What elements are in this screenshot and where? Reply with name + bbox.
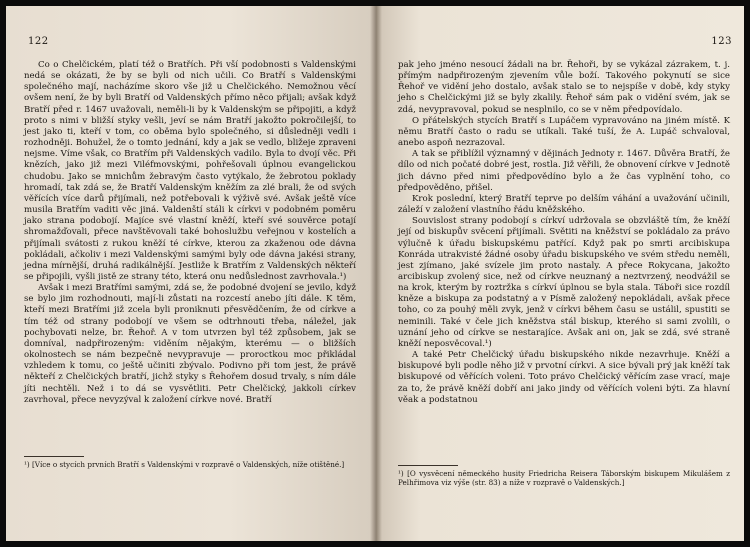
paragraph: O přátelských stycích Bratří s Lupáčem vypravováno na jiném místě. K němu Bratří často o radu se utíkali. Také tuší, že A. Lupáč schvaloval, anebo aspoň nezrazoval. <box>398 115 730 149</box>
page-number-left: 122 <box>28 36 49 47</box>
paragraph: Souvislost strany podobojí s církví udržovala se obzvláště tím, že kněží její od biskupův svěcení přijímali. Světiti na kněžství se pokládalo za právo výlučně k úřadu biskupskému patřící. Když pak po smrti arcibiskupa Konráda utrakvisté žádné osoby úřadu biskupského ve svém středu neměli, jest zjímano, jaké svízele jim proto nastaly. A přece Rokycana, jakožto arcibiskup zvolený sice, než od církve neuznaný a neztvrzený, neodvážil se na krok, kterým by roztržka s církví úplnou se byla stala. Táboři sice rozdíl kněze a biskupa za podstatný a v Písmě založený nepokládali, avšak přece toho, co za pouhý měli zvyk, jenž v církvi během času se ustálil, spustiti se neminili. Také v čele jich kněžstva stál biskup, kterého si sami zvolili, o uznání jeho od církve se nestarajíce. Avšak ani on, jak se zdá, své straně kněží neposvěcoval.¹) <box>398 216 730 349</box>
footnote-text: ¹) [O vysvěcení německého husity Friedricha Reisera Táborským biskupem Mikulášem z Pelhřimova viz výše (str. 83) a níže v rozpravě o Valdenských.] <box>398 469 730 488</box>
paragraph: Krok poslední, který Bratří teprve po delším váhání a uvažování učinili, záleží v založení vlastního řádu kněžského. <box>398 193 730 216</box>
left-page <box>6 6 376 541</box>
paragraph: A také Petr Chelčický úřadu biskupského nikde nezavrhuje. Kněží a biskupové byli podle něho již v prvotní církvi. A sice bývali prý jak kněží tak biskupové od věřících voleni. Toto právo Chelčický věřícím zase vrací, maje za to, že právě kněží dobří ani jako jindy od věřících voleni býti. Za hlavní věak a podstatnou <box>398 350 730 405</box>
footnote-right <box>398 469 730 488</box>
left-page-body <box>24 60 356 406</box>
paragraph: Co o Chelčickém, platí též o Bratřích. Při vší podobnosti s Valdenskými nedá se okázati, že by se byli od nich učili. Co Bratří s Valdenskými společného mají, nacházíme skoro vše již u Chelčického. Nemožnou věcí ovšem není, že by byli Bratří od Valdenských přímo něco přijali; avšak když Bratří před r. 1467 uvažovali, neměli-li by k Valdenským se připojiti, a když proto s nimi v bližší styky vešli, jeví se nám Bratří jakožto pokročilejší, to jest jako ti, kteří v tom, co oběma bylo společného, si důsledněji vedli i rozhodněji. Bohužel, že o tomto jednání, kdy a jak se vedlo, bližeje zpraveni nejsme. Víme však, co Bratřím při Valdenských vadilo. Byla to dvojí věc. Při knězích, jako již mezi Viléfmovskými, pohřešovali úplnou evangelickou chudobu. Jako se mnichům žebravým často vytýkalo, že žebrotou poklady hromadí, tak zdá se, že Bratří Valdenským kněžím za zlé brali, že od svých věřících více darů přijímali, než potřebovali k výživě své. Avšak ještě více musila Bratřím vaditi věc jiná. Valdenští stáli k církvi v podobném poměru jako strana podobojí. Majíce své vlastní kněží, kteří své souvěrce potají shromažďovali, přece navštěvovali také bohoslužbu veřejnou v kostelích a přijímali svátosti z rukou kněží té církve, kterou za zkaženou ode dávna pokládali, ačkoliv i mezi Valdenskými samými byly ode dávna jakési strany, jedna mírnější, druhá radikálnější. Jestliže k Bratřím z Valdenských někteří se připojili, vyšli jistě ze strany této, která onu nedůslednost zavrhovala.¹) <box>24 60 356 282</box>
book-gutter <box>370 6 382 541</box>
footnote-rule <box>398 465 458 466</box>
right-page <box>376 6 744 541</box>
paragraph: Avšak i mezi Bratřími samými, zdá se, že podobné dvojení se jevilo, když se bylo jim rozhodnouti, mají-li zůstati na rozcestí anebo jíti dále. K těm, kteří mezi Bratřími již zcela byli proniknuti přesvědčením, že od církve a tím též od strany podobojí ve všem se odtrhnouti třeba, náležel, jak pochybovati nelze, br. Řehoř. A v tom utvrzen byl též způsobem, jak se domníval, nadpřirozeným: viděním nějakým, kterému — o bližších okolnostech se nám bezpečně nevypravuje — proroctkou moc přikládal vzhledem k tomu, co ještě učiniti zbývalo. Podivno při tom jest, že právě někteří z Chelčických bratří, jichž styky s Řehořem dosud trvaly, s ním dále jíti nechtěli. Než i to dá se vysvětliti. Petr Chelčický, jakkoli církev zavrhoval, přece nevyzýval k založení církve nové. Bratří <box>24 283 356 405</box>
page-number-right: 123 <box>711 36 732 47</box>
footnote-left <box>24 460 356 469</box>
paragraph: A tak se přiblížil významný v dějinách Jednoty r. 1467. Důvěra Bratří, že dílo od nich počaté dobré jest, rostla. Již věřili, že obnovení církve v Jednotě jich dávno před nimi předpovědíno bylo a že čas vyplnění toho, co předpověděno, přišel. <box>398 149 730 193</box>
footnote-rule <box>24 456 84 457</box>
book-spread <box>6 6 744 541</box>
right-page-body <box>398 60 730 406</box>
paragraph: pak jeho jméno nesoucí žádali na br. Řehoři, by se vykázal zázrakem, t. j. přímým nadpřirozeným zjevením vůle boží. Takového pokynutí se sice Řehoř ve vidění jeho dostalo, avšak stalo se to nejspíše v době, kdy styky jeho s Chelčickými již se byly zkalily. Řehoř sám pak o vidění svém, jak se zdá, nevypravoval, pokud se nesplnilo, co se v něm předpovídalo. <box>398 60 730 115</box>
footnote-text: ¹) [Více o stycích prvních Bratří s Valdenskými v rozpravě o Valdenských, níže otištěné.] <box>24 460 345 469</box>
